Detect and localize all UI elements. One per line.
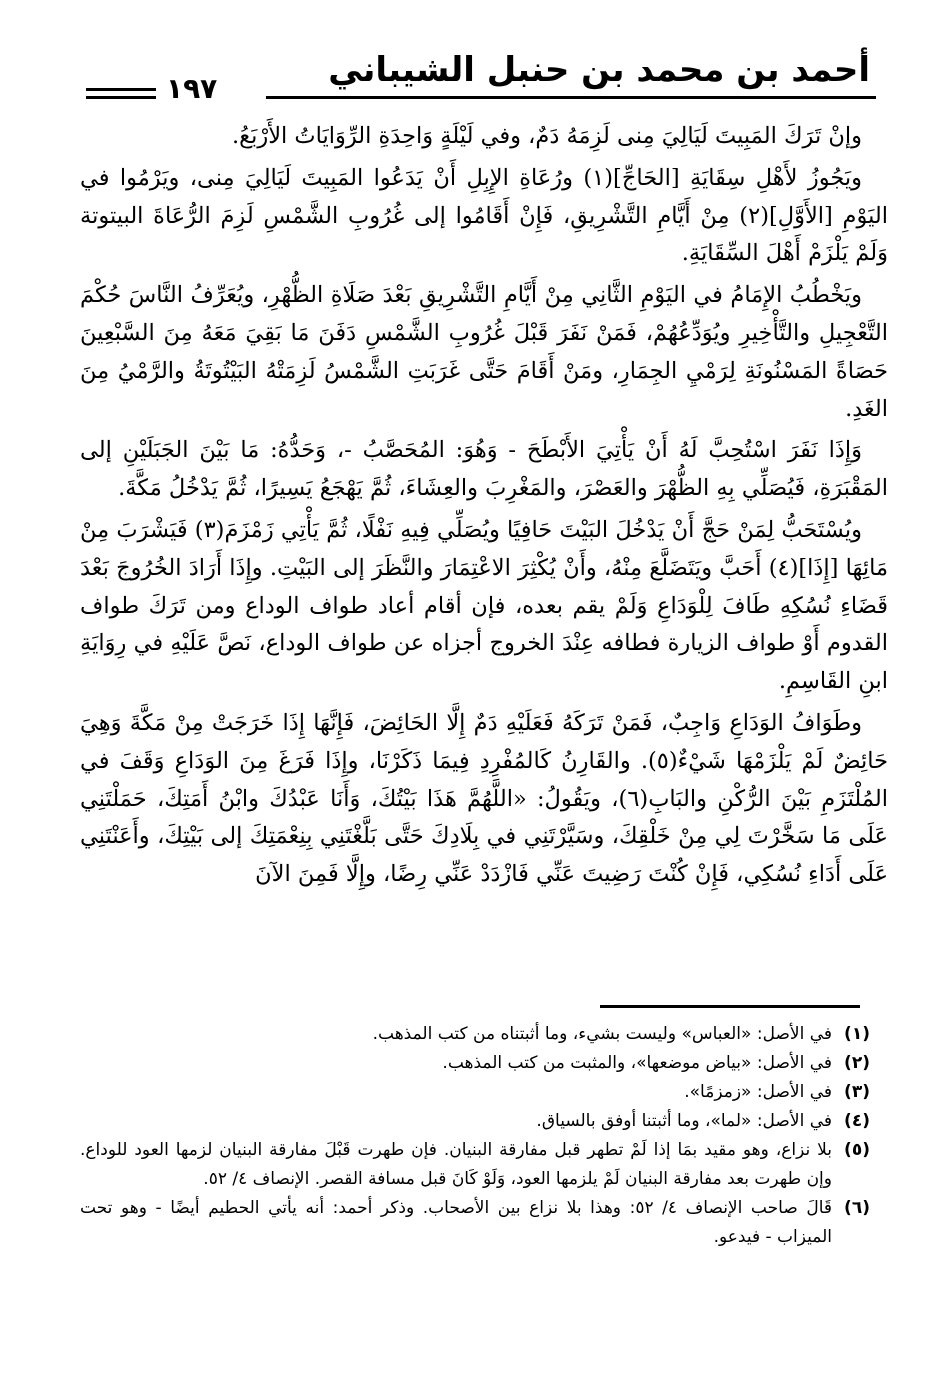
footnote — [80, 1194, 870, 1252]
footnote-number: (٤) — [844, 1111, 870, 1131]
footnote — [80, 1078, 870, 1107]
page-number-rules — [86, 88, 156, 104]
footnote-number: (٦) — [844, 1198, 870, 1218]
paragraph: ويَجُوزُ لأَهْلِ سِقَايَةِ [الحَاجِّ](١) ورُعَاةِ الإِبِلِ أَنْ يَدَعُوا المَبِيتَ لَيَالِيَ مِنى، ويَرْمُوا في اليَوْمِ [الأَوَّلِ](٢) مِنْ أَيَّامِ التَّشْرِيقِ، فَإِنْ أَقَامُوا إلى غُرُوبِ الشَّمْسِ لَزِمَ الرُّعَاةَ البيتوتة وَلَمْ يَلْزَمْ أَهْلَ السِّقَايَةِ. — [80, 164, 889, 267]
footnote-text: في الأصل: «بياض موضعها»، والمثبت من كتب المذهب. — [442, 1053, 832, 1073]
paragraph: ويَخْطُبُ الإِمَامُ في اليَوْمِ الثَّانِي مِنْ أَيَّامِ التَّشْرِيقِ بَعْدَ صَلَاةِ الظُّهْرِ، ويُعَرِّفُ النَّاسَ حُكْمَ التَّعْجِيلِ والتَّأْخِيرِ ويُوَدِّعُهُمْ، فَمَنْ نَفَرَ قَبْلَ غُرُوبِ الشَّمْسِ دَفَنَ مَا بَقِيَ مَعَهُ مِنَ السَّبْعِينَ حَصَاةً المَسْنُونَةِ لِرَمْيِ الجِمَارِ، ومَنْ أَقَامَ حَتَّى غَرَبَتِ الشَّمْسُ لَزِمَتْهُ البَيْتُوتَةُ والرَّمْيُ مِنَ الغَدِ. — [80, 282, 888, 422]
paragraph: وطَوَافُ الوَدَاعِ وَاجِبٌ، فَمَنْ تَرَكَهُ فَعَلَيْهِ دَمٌ إِلَّا الحَائِضَ، فَإِنَّهَا إِذَا خَرَجَتْ مِنْ مَكَّةَ وَهِيَ حَائِضٌ لَمْ يَلْزَمْهَا شَيْءٌ(٥). والقَارِنُ كَالمُفْرِدِ فِيمَا ذَكَرْنَا، وإِذَا فَرَغَ مِنَ الوَدَاعِ وَقَفَ في المُلْتَزَمِ بَيْنَ الرُّكْنِ والبَابِ(٦)، ويَقُولُ: «اللَّهُمَّ هَذَا بَيْتُكَ، وَأَنَا عَبْدُكَ وابْنُ أَمَتِكَ، حَمَلْتَنِي عَلَى مَا سَخَّرْتَ لِي مِنْ خَلْقِكَ، وسَيَّرْتَنِي في بِلَادِكَ حَتَّى بَلَّغْتَنِي بِنِعْمَتِكَ إلى بَيْتِكَ، وأَعَنْتَنِي عَلَى أَدَاءِ نُسُكِي، فَإِنْ كُنْتَ رَضِيتَ عَنِّي فَازْدَدْ عَنِّي رِضًا، وإِلَّا فَمِنَ الآنَ — [80, 709, 888, 888]
footnote — [80, 1107, 870, 1136]
paragraph: وَإِذَا نَفَرَ اسْتُحِبَّ لَهُ أَنْ يَأْتِيَ الأَبْطَحَ - وَهُوَ: المُحَصَّبُ -، وَحَدُّهُ: مَا بَيْنَ الجَبَلَيْنِ إلى المَقْبَرَةِ، فَيُصَلِّي بِهِ الظُّهْرَ والعَصْرَ، والمَغْرِبَ والعِشَاءَ، ثُمَّ يَهْجَعُ يَسِيرًا، ثُمَّ يَدْخُلُ مَكَّةَ. — [80, 437, 888, 502]
main-text — [80, 118, 888, 894]
footnote-text: في الأصل: «زمزمًا». — [684, 1082, 832, 1102]
page-number: ١٩٧ — [166, 72, 218, 105]
footnote-number: (١) — [844, 1024, 870, 1044]
footnote — [80, 1136, 870, 1194]
footnote-text: بلا نزاع، وهو مقيد بمَا إذا لَمْ تطهر قبل مفارقة البنيان. فإن طهرت قَبْلَ مفارقة البنيان لزمها العود للوداع. وإن طهرت بعد مفارقة البنيان لَمْ يلزمها العود، وَلَوْ كَانَ قبل مسافة القصر. الإنصاف ٤/ ٥٢. — [80, 1140, 832, 1189]
footnote — [80, 1020, 870, 1049]
footnote — [80, 1049, 870, 1078]
footnote-text: في الأصل: «لما»، وما أثبتنا أوفق بالسياق. — [536, 1111, 832, 1131]
footnote-number: (٥) — [844, 1140, 870, 1160]
paragraph: ويُسْتَحَبُّ لِمَنْ حَجَّ أَنْ يَدْخُلَ البَيْتَ حَافِيًا ويُصَلِّي فِيهِ نَفْلًا، ثُمَّ يَأْتِي زَمْزَمَ(٣) فَيَشْرَبَ مِنْ مَائِهَا [إِذَا](٤) أَحَبَّ ويَتَضَلَّعَ مِنْهُ، وأَنْ يُكْثِرَ الاعْتِمَارَ والنَّظَرَ إلى البَيْتِ. وإِذَا أَرَادَ الخُرُوجَ بَعْدَ قَضَاءِ نُسُكِهِ طَافَ لِلْوَدَاعِ وَلَمْ يقم بعده، فإن أقام أعاد طواف الوداع ومن تَرَكَ طواف القدوم أَوْ طواف الزيارة فطافه عِنْدَ الخروج أجزاه عن طواف الوداع، نَصَّ عَلَيْهِ في رِوَايَةِ ابنِ القَاسِمِ. — [80, 516, 888, 695]
footnote-number: (٢) — [844, 1053, 870, 1073]
header-rule — [266, 96, 876, 99]
paragraph: وإنْ تَرَكَ المَبِيتَ لَيَالِيَ مِنى لَزِمَهُ دَمٌ، وفي لَيْلَةٍ وَاحِدَةِ الرِّوَايَاتُ الأَرْبَعُ. — [231, 123, 862, 149]
footnote-separator — [600, 1005, 860, 1008]
footnotes — [80, 1020, 870, 1252]
footnote-text: قَالَ صاحب الإنصاف ٤/ ٥٢: وهذا بلا نزاع بين الأصحاب. وذكر أحمد: أنه يأتي الحطيم أيضًا - وهو تحت الميزاب - فيدعو. — [80, 1198, 832, 1247]
page-header — [86, 50, 876, 106]
running-title: أحمد بن محمد بن حنبل الشيباني — [328, 50, 870, 90]
footnote-text: في الأصل: «العباس» وليست بشيء، وما أثبتناه من كتب المذهب. — [372, 1024, 832, 1044]
footnote-number: (٣) — [844, 1082, 870, 1102]
